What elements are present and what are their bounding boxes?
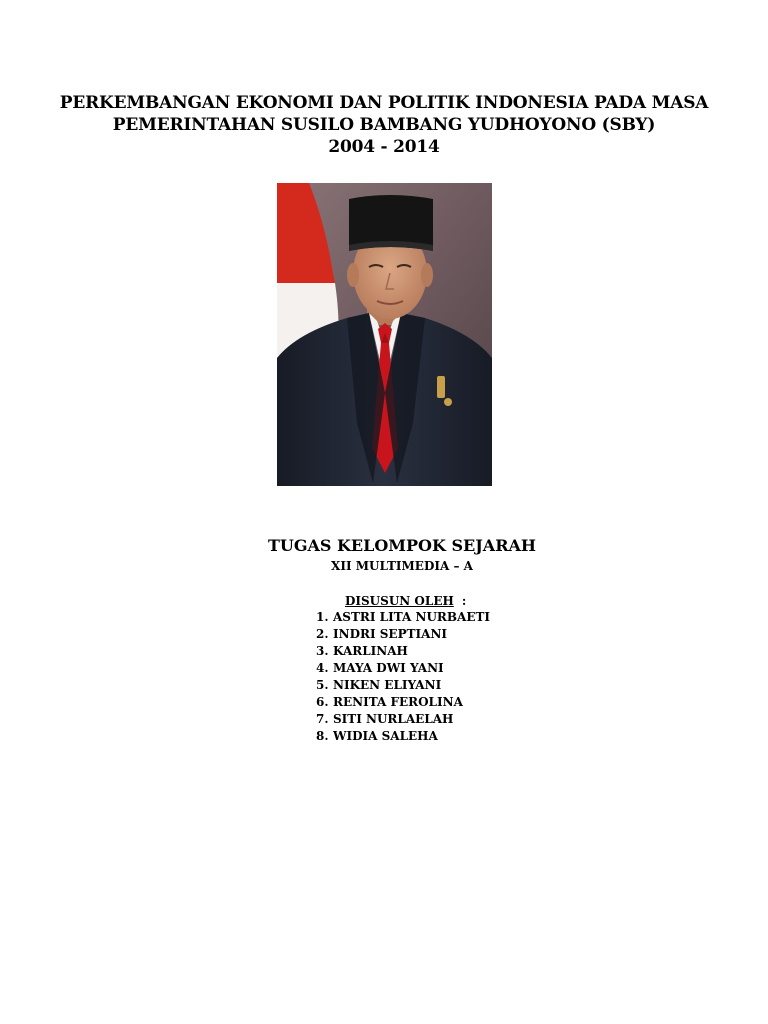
list-item-name: NIKEN ELIYANI	[333, 678, 442, 692]
list-item	[316, 728, 490, 745]
list-item-number: 6.	[316, 695, 329, 709]
list-item-name: MAYA DWI YANI	[333, 661, 444, 675]
list-item-name: INDRI SEPTIANI	[333, 627, 448, 641]
list-item	[316, 643, 490, 660]
list-item-number: 2.	[316, 627, 329, 641]
list-item	[316, 626, 490, 643]
list-item	[316, 711, 490, 728]
author-list	[316, 609, 490, 745]
class-name: XII MULTIMEDIA – A	[331, 559, 473, 573]
list-item	[316, 694, 490, 711]
title-line-1: PERKEMBANGAN EKONOMI DAN POLITIK INDONESIA PADA MASA	[59, 93, 709, 113]
list-item	[316, 677, 490, 694]
assignment-subject: TUGAS KELOMPOK SEJARAH	[267, 536, 537, 555]
list-item-name: WIDIA SALEHA	[333, 729, 438, 743]
list-item-number: 8.	[316, 729, 329, 743]
list-item	[316, 660, 490, 677]
list-item-name: RENITA FEROLINA	[333, 695, 463, 709]
authors-heading	[345, 593, 466, 609]
list-item-number: 4.	[316, 661, 329, 675]
list-item-number: 3.	[316, 644, 329, 658]
authors-heading-colon: :	[461, 594, 467, 608]
presidential-portrait-photo	[277, 183, 492, 486]
list-item	[316, 609, 490, 626]
title-line-2: PEMERINTAHAN SUSILO BAMBANG YUDHOYONO (SBY)	[112, 115, 656, 135]
document-title	[0, 92, 768, 158]
list-item-number: 5.	[316, 678, 329, 692]
list-item-name: KARLINAH	[333, 644, 408, 658]
list-item-number: 1.	[316, 610, 329, 624]
list-item-number: 7.	[316, 712, 329, 726]
title-line-3: 2004 - 2014	[328, 137, 440, 157]
list-item-name: ASTRI LITA NURBAETI	[333, 610, 491, 624]
list-item-name: SITI NURLAELAH	[333, 712, 454, 726]
authors-heading-label: DISUSUN OLEH	[345, 594, 454, 608]
